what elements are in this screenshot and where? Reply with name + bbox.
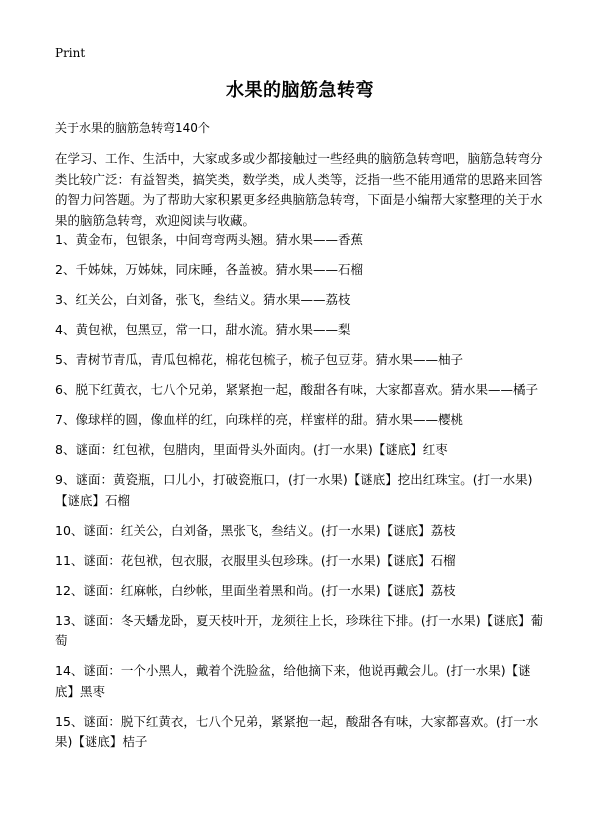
riddle-item: 4、黄包袱，包黑豆，常一口，甜水流。猜水果——梨 <box>55 322 351 337</box>
riddle-item: 11、谜面：花包袱，包衣服，衣服里头包珍珠。(打一水果)【谜底】石榴 <box>55 552 456 568</box>
riddle-item: 2、千姊妹，万姊妹，同床睡，各盖被。猜水果——石榴 <box>55 262 363 277</box>
riddle-item: 15、谜面：脱下红黄衣，七八个兄弟，紧紧抱一起，酸甜各有味，大家都喜欢。(打一水果)【谜底】桔子 <box>55 713 539 749</box>
riddle-item: 7、像球样的圆，像血样的红，向珠样的亮，样蜜样的甜。猜水果——樱桃 <box>55 412 463 427</box>
riddle-item: 14、谜面：一个小黑人，戴着个洗脸盆，给他摘下来，他说再戴会儿。(打一水果)【谜底】黑枣 <box>55 663 531 699</box>
subtitle: 关于水果的脑筋急转弯140个 <box>55 121 210 135</box>
intro-paragraph: 在学习、工作、生活中，大家或多或少都接触过一些经典的脑筋急转弯吧，脑筋急转弯分类比较广泛：有益智类，搞笑类，数学类，成人类等，泛指一些不能用通常的思路来回答的智力问答题。为了帮助大家积累更多经典脑筋急转弯，下面是小编帮大家整理的关于水果的脑筋急转弯，欢迎阅读与收藏。 <box>55 151 543 228</box>
riddle-item: 3、红关公，白刘备，张飞，叁结义。猜水果——荔枝 <box>55 292 351 307</box>
print-link[interactable]: Print <box>55 46 86 60</box>
riddle-item: 13、谜面：冬天蟠龙卧，夏天枝叶开，龙须往上长，珍珠往下排。(打一水果)【谜底】葡萄 <box>55 612 544 648</box>
riddle-item: 5、青树节青瓜，青瓜包棉花，棉花包梳子，梳子包豆芽。猜水果——柚子 <box>55 352 463 367</box>
riddle-item: 6、脱下红黄衣，七八个兄弟，紧紧抱一起，酸甜各有味，大家都喜欢。猜水果——橘子 <box>55 382 538 397</box>
riddle-item: 9、谜面：黄瓷瓶，口儿小，打破瓷瓶口，(打一水果)【谜底】挖出红珠宝。(打一水果)【谜底】石榴 <box>55 472 533 508</box>
page-title: 水果的脑筋急转弯 <box>226 80 374 101</box>
riddle-list <box>55 230 547 762</box>
riddle-item: 10、谜面：红关公，白刘备，黑张飞，叁结义。(打一水果)【谜底】荔枝 <box>55 522 456 538</box>
riddle-item: 1、黄金布，包银条，中间弯弯两头翘。猜水果——香蕉 <box>55 232 363 247</box>
riddle-item: 12、谜面：红麻帐，白纱帐，里面坐着黑和尚。(打一水果)【谜底】荔枝 <box>55 582 456 598</box>
riddle-item: 8、谜面：红包袱，包腊肉，里面骨头外面肉。(打一水果)【谜底】红枣 <box>55 442 448 457</box>
